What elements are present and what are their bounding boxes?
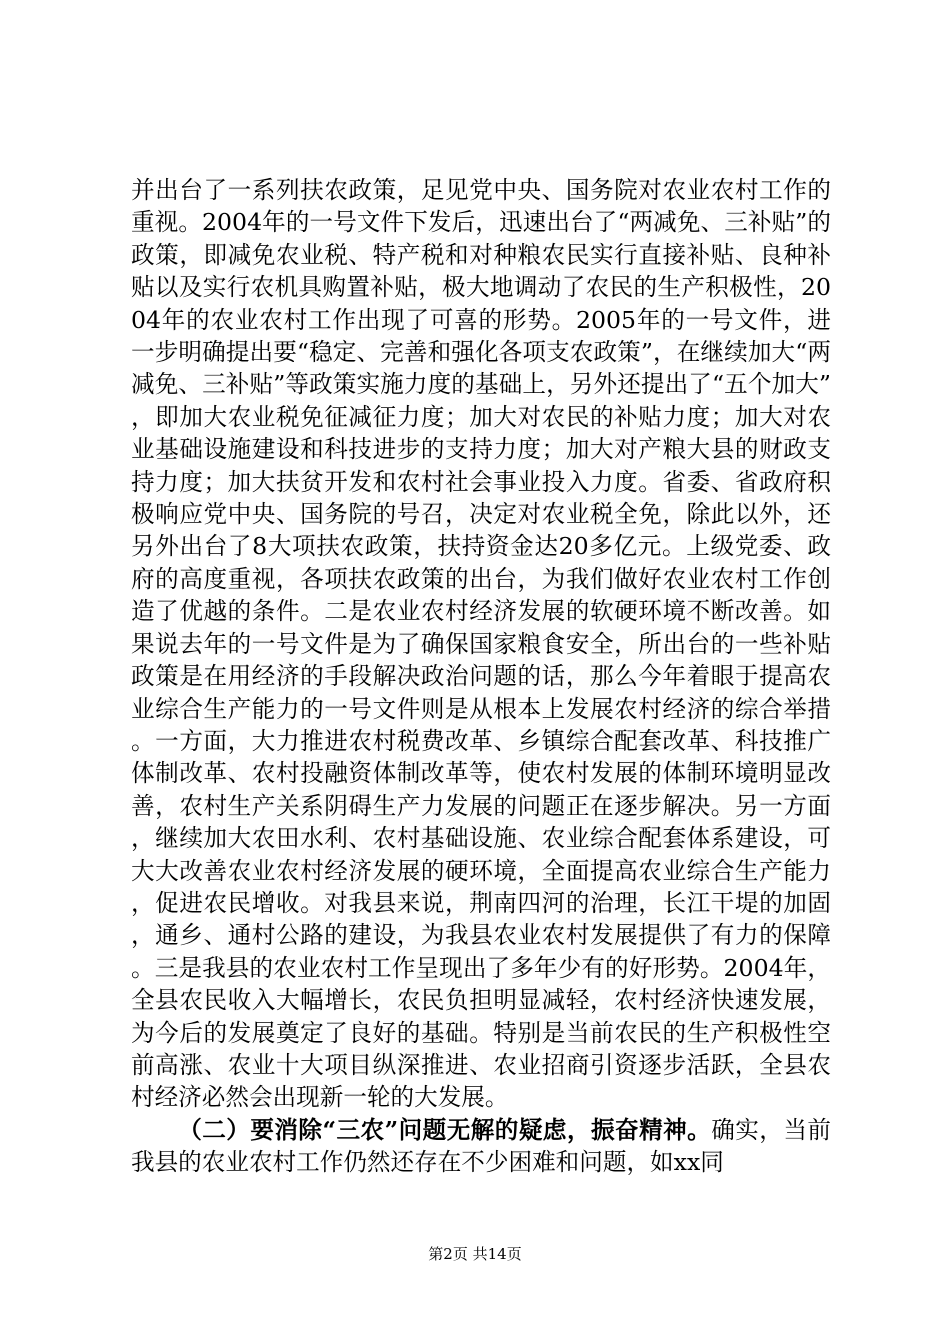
paragraph-2-heading: （二）要消除“三农”问题无解的疑虑，振奋精神。 [178,1115,712,1144]
paragraph-2-text: 确实，当前我县的农业农村工作仍然还存在不少困难和问题，如xx同 [131,1115,831,1177]
paragraph-2 [131,1114,831,1179]
document-body [131,174,831,1179]
page-number-footer: 第2页 共14页 [428,1245,522,1263]
paragraph-1: 并出台了一系列扶农政策，足见党中央、国务院对农业农村工作的重视。2004年的一号文件下发后，迅速出台了“两减免、三补贴”的政策，即减免农业税、特产税和对种粮农民实行直接补贴、良种补贴以及实行农机具购置补贴，极大地调动了农民的生产积极性，2004年的农业农村工作出现了可喜的形势。2005年的一号文件，进一步明确提出要“稳定、完善和强化各项支农政策”，在继续加大“两减免、三补贴”等政策实施力度的基础上，另外还提出了“五个加大”，即加大农业税免征减征力度；加大对农民的补贴力度；加大对农业基础设施建设和科技进步的支持力度；加大对产粮大县的财政支持力度；加大扶贫开发和农村社会事业投入力度。省委、省政府积极响应党中央、国务院的号召，决定对农业税全免，除此以外，还另外出台了8大项扶农政策，扶持资金达20多亿元。上级党委、政府的高度重视，各项扶农政策的出台，为我们做好农业农村工作创造了优越的条件。二是农业农村经济发展的软硬环境不断改善。如果说去年的一号文件是为了确保国家粮食安全，所出台的一些补贴政策是在用经济的手段解决政治问题的话，那么今年着眼于提高农业综合生产能力的一号文件则是从根本上发展农村经济的综合举措。一方面，大力推进农村税费改革、乡镇综合配套改革、科技推广体制改革、农村投融资体制改革等，使农村发展的体制环境明显改善，农村生产关系阴碍生产力发展的问题正在逐步解决。另一方面，继续加大农田水利、农村基础设施、农业综合配套体系建设，可大大改善农业农村经济发展的硬环境，全面提高农业综合生产能力，促进农民增收。对我县来说，荆南四河的治理，长江干堤的加固，通乡、通村公路的建设，为我县农业农村发展提供了有力的保障。三是我县的农业农村工作呈现出了多年少有的好形势。2004年，全县农民收入大幅增长，农民负担明显减轻，农村经济快速发展，为今后的发展奠定了良好的基础。特别是当前农民的生产积极性空前高涨、农业十大项目纵深推进、农业招商引资逐步活跃，全县农村经济必然会出现新一轮的大发展。 [131,176,831,1112]
